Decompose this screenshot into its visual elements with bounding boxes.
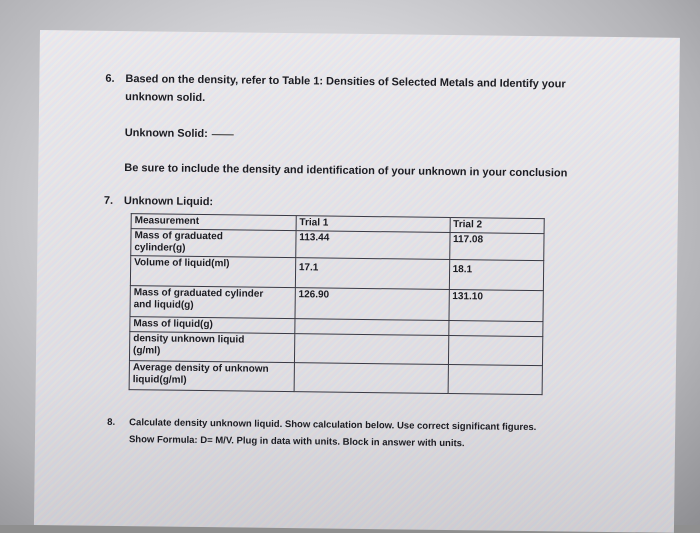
row-label-line: (g/ml)	[133, 345, 161, 357]
row-label-line: Mass of graduated	[134, 230, 223, 243]
trial-1-cell[interactable]	[294, 363, 448, 394]
trial-2-cell[interactable]	[448, 321, 543, 337]
row-label-line: Mass of graduated cylinder	[133, 287, 264, 300]
row-label	[130, 256, 295, 288]
trial-1-cell[interactable]: 17.1	[295, 258, 449, 290]
table-row	[129, 361, 542, 395]
row-label	[129, 361, 294, 392]
row-label-line: liquid(g/ml)	[132, 374, 187, 386]
unknown-solid-label: Unknown Solid:	[124, 127, 208, 141]
q6-number: 6.	[105, 72, 115, 85]
trial-2-cell[interactable]: 18.1	[449, 260, 544, 291]
trial-2-cell[interactable]: 131.10	[449, 290, 544, 322]
unknown-liquid-table	[129, 213, 545, 395]
q6-line2: unknown solid.	[125, 91, 206, 105]
header-trial-2: Trial 2	[450, 218, 545, 234]
unknown-solid-field	[125, 127, 234, 140]
trial-2-cell[interactable]	[448, 365, 543, 395]
row-label-line: and liquid(g)	[133, 299, 194, 311]
trial-2-cell[interactable]	[448, 336, 543, 366]
row-label	[129, 332, 294, 363]
q8-line2: Show Formula: D= M/V. Plug in data with units. Block in answer with units.	[128, 434, 465, 450]
trial-1-cell[interactable]	[294, 334, 448, 365]
row-label-line: Mass of liquid(g)	[133, 318, 213, 331]
header-trial-1: Trial 1	[296, 216, 450, 233]
row-label	[131, 229, 296, 258]
q7-title: Unknown Liquid:	[123, 195, 214, 209]
q8-line1: Calculate density unknown liquid. Show calculation below. Use correct significant figures.	[129, 417, 537, 434]
trial-1-cell[interactable]: 126.90	[295, 288, 449, 321]
q6-instruction: Be sure to include the density and identification of your unknown in your conclusion	[124, 162, 568, 180]
q7-number: 7.	[103, 194, 114, 207]
table-row	[130, 286, 543, 322]
header-measurement: Measurement	[131, 214, 296, 231]
row-label-line: cylinder(g)	[134, 242, 186, 254]
row-label	[130, 286, 295, 319]
trial-1-cell[interactable]: 113.44	[296, 231, 450, 260]
unknown-solid-blank[interactable]	[212, 134, 234, 135]
q8-number: 8.	[107, 416, 116, 428]
trial-2-cell[interactable]: 117.08	[449, 233, 544, 261]
row-label-line: density unknown liquid	[133, 333, 245, 346]
worksheet-page	[34, 30, 680, 533]
row-label-line: Average density of unknown	[132, 362, 269, 375]
q6-line1: Based on the density, refer to Table 1: Densities of Selected Metals and Identify your	[125, 73, 566, 91]
row-label-line: Volume of liquid(ml)	[134, 257, 230, 270]
